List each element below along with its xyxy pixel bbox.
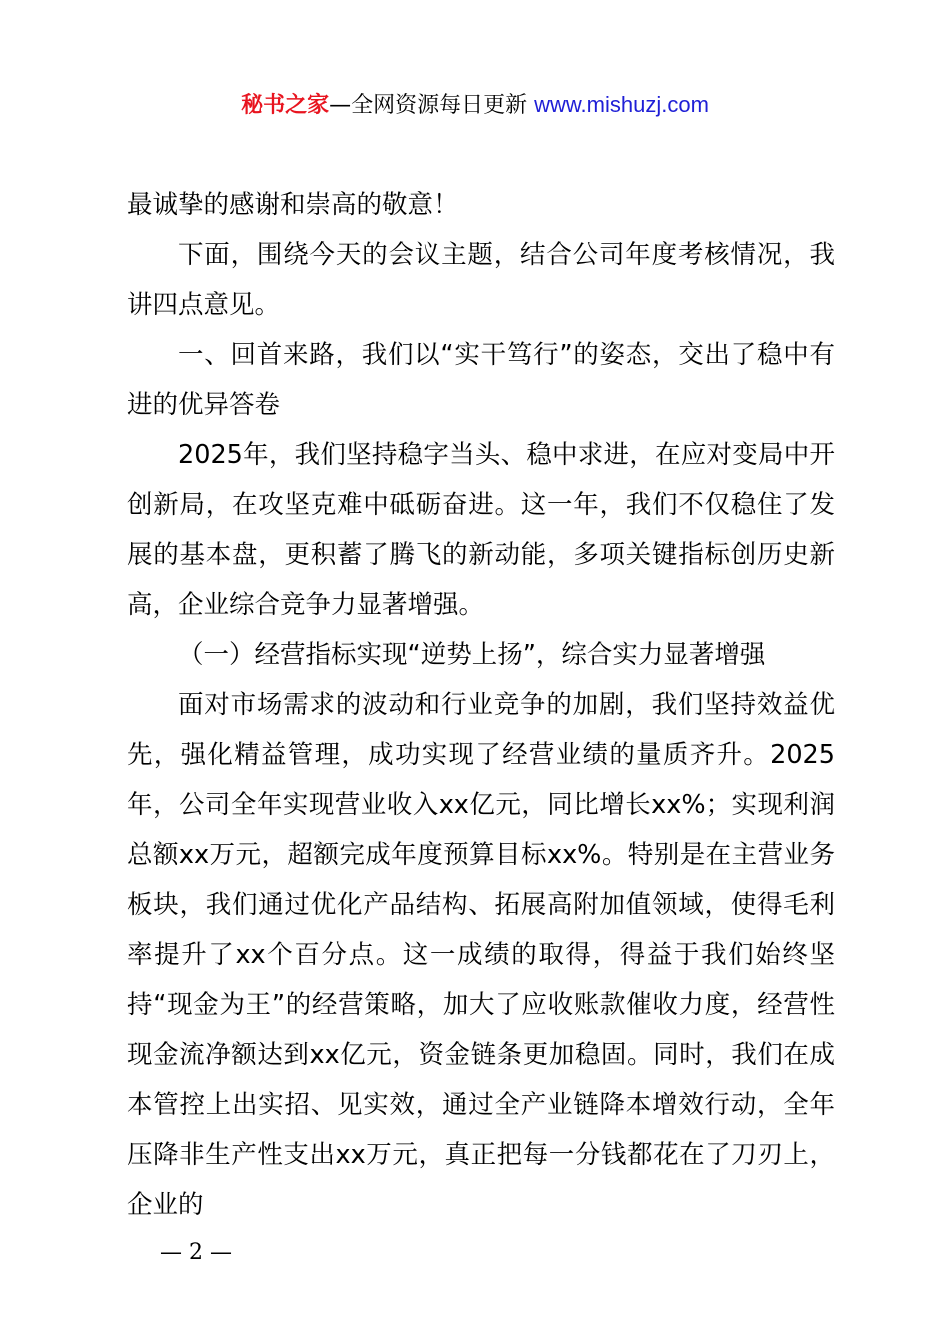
paragraph-intro: 下面，围绕今天的会议主题，结合公司年度考核情况，我讲四点意见。	[127, 240, 835, 320]
page-header	[0, 88, 950, 123]
section-heading-1: 一、回首来路，我们以“实干笃行”的姿态，交出了稳中有进的优异答卷	[127, 340, 835, 420]
paragraph-business-results: 面对市场需求的波动和行业竞争的加剧，我们坚持效益优先，强化精益管理，成功实现了经营业绩的量质齐升。2025年，公司全年实现营业收入xx亿元，同比增长xx%；实现利润总额xx万元，超额完成年度预算目标xx%。特别是在主营业务板块，我们通过优化产品结构、拓展高附加值领域，使得毛利率提升了xx个百分点。这一成绩的取得，得益于我们始终坚持“现金为王”的经营策略，加大了应收账款催收力度，经营性现金流净额达到xx亿元，资金链条更加稳固。同时，我们在成本管控上出实招、见实效，通过全产业链降本增效行动，全年压降非生产性支出xx万元，真正把每一分钱都花在了刀刃上，企业的	[127, 690, 835, 1220]
paragraph-closing-thanks: 最诚挚的感谢和崇高的敬意！	[127, 190, 459, 220]
paragraph-2025-overview: 2025年，我们坚持稳字当头、稳中求进，在应对变局中开创新局，在攻坚克难中砥砺奋进。这一年，我们不仅稳住了发展的基本盘，更积蓄了腾飞的新动能，多项关键指标创历史新高，企业综合竞争力显著增强。	[127, 440, 835, 620]
header-tagline: —全网资源每日更新	[329, 93, 535, 118]
site-url-link[interactable]: www.mishuzj.com	[534, 92, 709, 117]
brand-name: 秘书之家	[241, 93, 330, 118]
page-number: — 2 —	[160, 1240, 232, 1265]
document-body	[127, 180, 835, 1230]
subsection-heading-1: （一）经营指标实现“逆势上扬”，综合实力显著增强	[178, 640, 766, 670]
